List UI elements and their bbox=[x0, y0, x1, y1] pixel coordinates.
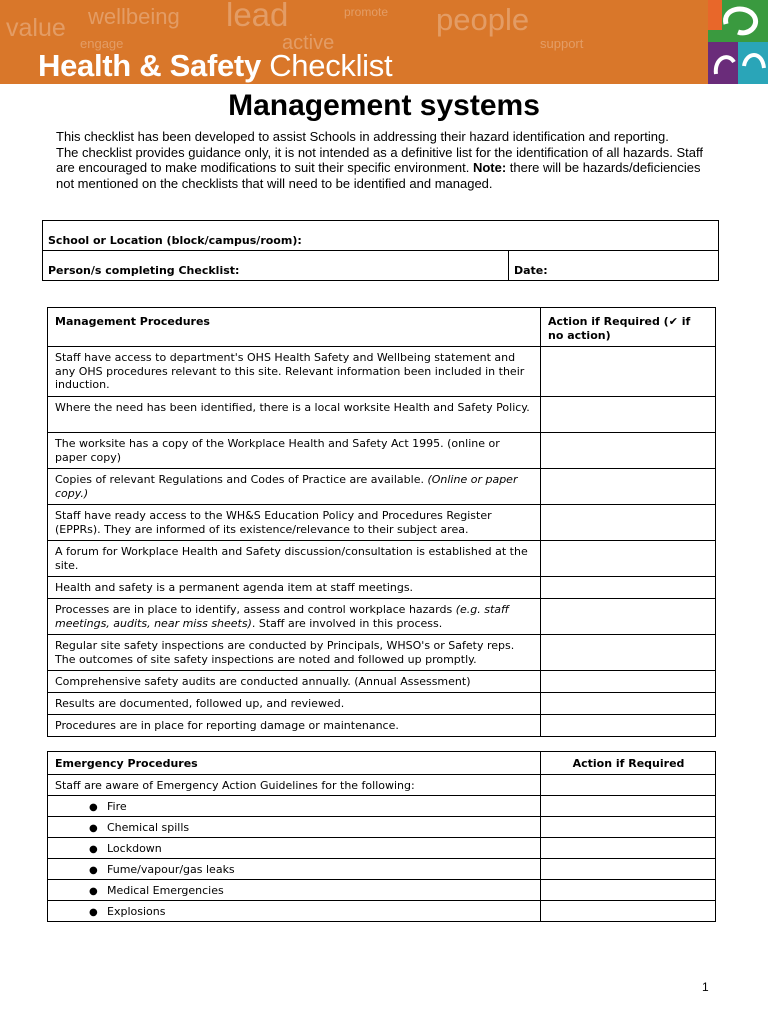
emergency-action-header: Action if Required bbox=[541, 752, 716, 775]
action-cell[interactable] bbox=[541, 635, 716, 671]
bullet-icon: ● bbox=[89, 865, 98, 876]
emergency-item-label: Chemical spills bbox=[107, 821, 190, 834]
procedure-text: Staff have ready access to the WH&S Education Policy and Procedures Register (EPPRs). They are informed of its existence/relevance to their subject area. bbox=[48, 505, 541, 541]
bullet-icon: ● bbox=[89, 844, 98, 855]
procedure-text: Comprehensive safety audits are conducted annually. (Annual Assessment) bbox=[48, 671, 541, 693]
title-bold: Health & Safety bbox=[38, 48, 261, 83]
table-row bbox=[48, 671, 716, 693]
emergency-procedures-table bbox=[47, 751, 716, 922]
table-row bbox=[48, 599, 716, 635]
title-light: Checklist bbox=[260, 48, 393, 83]
procedure-text: Results are documented, followed up, and reviewed. bbox=[48, 693, 541, 715]
emergency-intro-text: Staff are aware of Emergency Action Guidelines for the following: bbox=[48, 775, 541, 796]
note-label: Note: bbox=[472, 160, 507, 175]
date-label: Date: bbox=[514, 264, 548, 277]
management-procedures-table bbox=[47, 307, 716, 737]
teal-swirl-tile-icon bbox=[738, 42, 768, 84]
table-row bbox=[48, 347, 716, 397]
page-number: 1 bbox=[702, 980, 709, 994]
location-label: School or Location (block/campus/room): bbox=[48, 234, 302, 247]
page-heading: Management systems bbox=[228, 89, 540, 122]
action-cell[interactable] bbox=[541, 433, 716, 469]
emergency-item-label: Explosions bbox=[107, 905, 166, 918]
emergency-item bbox=[48, 817, 541, 838]
action-header: Action if Required (✔ if no action) bbox=[541, 308, 716, 347]
logo-tiles bbox=[708, 0, 768, 84]
procedure-text: Regular site safety inspections are conducted by Principals, WHSO's or Safety reps. The outcomes of site safety inspections are noted and followed up promptly. bbox=[48, 635, 541, 671]
intro-text bbox=[56, 129, 716, 191]
emergency-item bbox=[48, 901, 541, 922]
emergency-item-label: Fire bbox=[107, 800, 127, 813]
procedure-text: Health and safety is a permanent agenda item at staff meetings. bbox=[48, 577, 541, 599]
management-header: Management Procedures bbox=[48, 308, 541, 347]
table-row bbox=[48, 541, 716, 577]
intro-paragraph-2: The checklist provides guidance only, it is not intended as a definitive list for the identification of all hazards. Staff are encouraged to make modifications to suit their specific environment. Note: there will be hazards/deficiencies not mentioned on the checklists that will need to be identified and managed. bbox=[56, 144, 703, 191]
table-row bbox=[48, 838, 716, 859]
action-cell[interactable] bbox=[541, 505, 716, 541]
table-row bbox=[48, 859, 716, 880]
banner-word: engage bbox=[80, 36, 124, 51]
table-row bbox=[48, 715, 716, 737]
action-cell[interactable] bbox=[541, 693, 716, 715]
emergency-item bbox=[48, 859, 541, 880]
action-cell[interactable] bbox=[541, 901, 716, 922]
table-row bbox=[48, 901, 716, 922]
table-row bbox=[48, 397, 716, 433]
table-row bbox=[48, 817, 716, 838]
table-row bbox=[48, 469, 716, 505]
procedure-text: Procedures are in place for reporting damage or maintenance. bbox=[48, 715, 541, 737]
emergency-item bbox=[48, 880, 541, 901]
banner-word: active bbox=[282, 32, 335, 54]
person-field[interactable] bbox=[43, 251, 509, 281]
check-icon: ✔ bbox=[668, 315, 678, 328]
procedure-text: Where the need has been identified, there is a local worksite Health and Safety Policy. bbox=[48, 397, 541, 433]
action-cell[interactable] bbox=[541, 397, 716, 433]
banner-word: support bbox=[540, 36, 584, 51]
intro-paragraph-1: This checklist has been developed to assist Schools in addressing their hazard identification and reporting. bbox=[56, 129, 669, 144]
emergency-item bbox=[48, 838, 541, 859]
procedure-text: Copies of relevant Regulations and Codes of Practice are available. (Online or paper copy.) bbox=[48, 469, 541, 505]
action-cell[interactable] bbox=[541, 599, 716, 635]
action-cell[interactable] bbox=[541, 469, 716, 505]
document-title bbox=[38, 48, 392, 84]
procedure-text: The worksite has a copy of the Workplace Health and Safety Act 1995. (online or paper copy) bbox=[48, 433, 541, 469]
emergency-item-label: Lockdown bbox=[107, 842, 162, 855]
procedure-text: Staff have access to department's OHS Health Safety and Wellbeing statement and any OHS procedures relevant to this site. Relevant information been included in their induction. bbox=[48, 347, 541, 397]
action-cell[interactable] bbox=[541, 880, 716, 901]
action-cell[interactable] bbox=[541, 817, 716, 838]
banner-word: lead bbox=[226, 0, 289, 33]
emergency-item-label: Fume/vapour/gas leaks bbox=[107, 863, 235, 876]
procedure-text: A forum for Workplace Health and Safety discussion/consultation is established at the site. bbox=[48, 541, 541, 577]
banner-word: value bbox=[6, 14, 66, 42]
bullet-icon: ● bbox=[89, 907, 98, 918]
banner-word: people bbox=[436, 2, 530, 37]
table-row bbox=[48, 577, 716, 599]
table-row bbox=[48, 880, 716, 901]
procedure-text: Processes are in place to identify, assess and control workplace hazards (e.g. staff meetings, audits, near miss sheets). Staff are involved in this process. bbox=[48, 599, 541, 635]
action-cell[interactable] bbox=[541, 775, 716, 796]
action-cell[interactable] bbox=[541, 715, 716, 737]
bullet-icon: ● bbox=[89, 886, 98, 897]
banner-word: wellbeing bbox=[88, 4, 180, 29]
checklist-info-table bbox=[42, 220, 719, 281]
bullet-icon: ● bbox=[89, 802, 98, 813]
location-field[interactable] bbox=[43, 221, 719, 251]
action-cell[interactable] bbox=[541, 796, 716, 817]
action-cell[interactable] bbox=[541, 838, 716, 859]
table-row bbox=[48, 505, 716, 541]
bullet-icon: ● bbox=[89, 823, 98, 834]
table-row bbox=[48, 433, 716, 469]
action-cell[interactable] bbox=[541, 541, 716, 577]
table-row bbox=[48, 635, 716, 671]
banner-word: promote bbox=[344, 5, 389, 19]
action-cell[interactable] bbox=[541, 859, 716, 880]
header-banner bbox=[0, 0, 708, 84]
orange-tile-icon bbox=[708, 0, 722, 30]
emergency-item-label: Medical Emergencies bbox=[107, 884, 224, 897]
emergency-header: Emergency Procedures bbox=[48, 752, 541, 775]
action-cell[interactable] bbox=[541, 671, 716, 693]
person-label: Person/s completing Checklist: bbox=[48, 264, 240, 277]
purple-swirl-tile-icon bbox=[708, 42, 738, 84]
date-field[interactable] bbox=[509, 251, 719, 281]
emergency-item bbox=[48, 796, 541, 817]
table-row bbox=[48, 775, 716, 796]
action-cell[interactable] bbox=[541, 577, 716, 599]
table-row bbox=[48, 796, 716, 817]
table-row bbox=[48, 693, 716, 715]
action-cell[interactable] bbox=[541, 347, 716, 397]
